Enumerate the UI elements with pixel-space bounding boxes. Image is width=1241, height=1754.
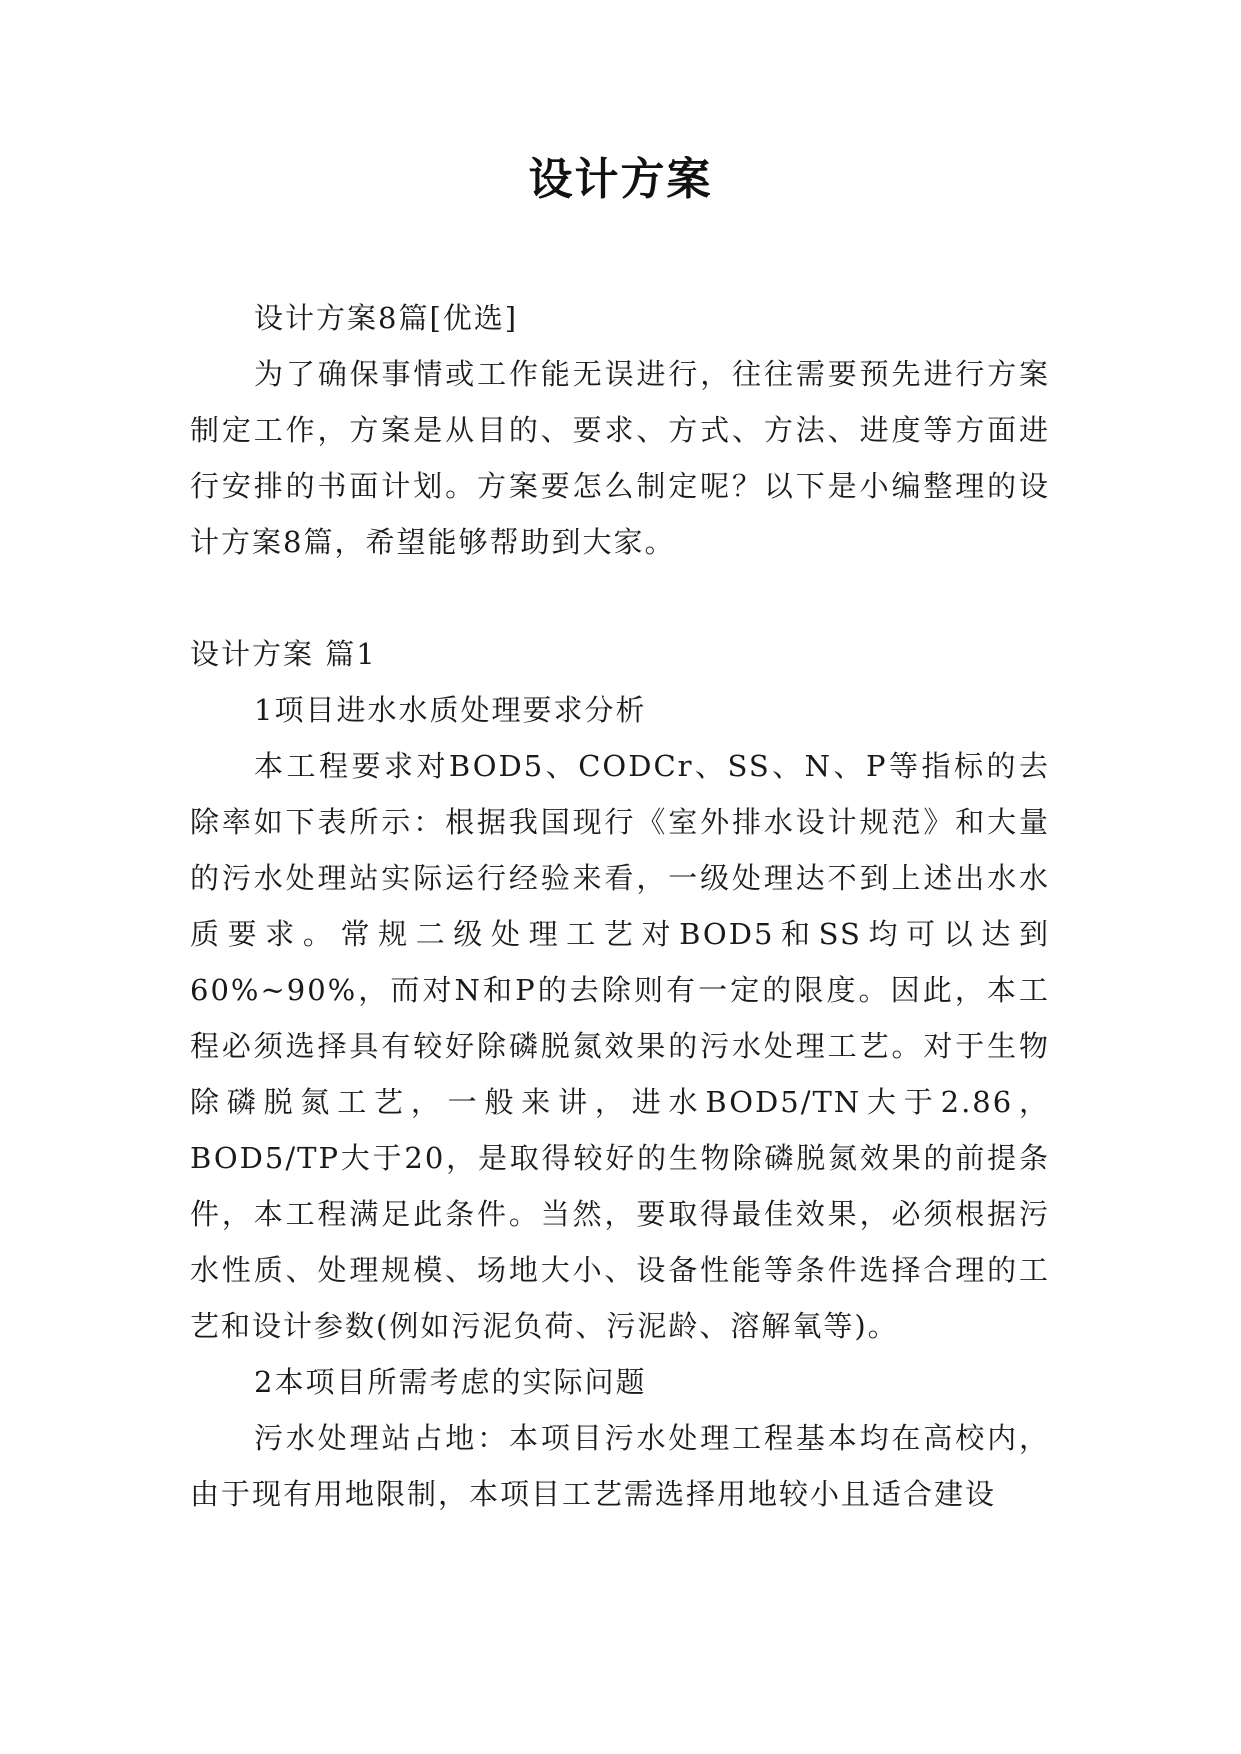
item2-paragraph: 污水处理站占地：本项目污水处理工程基本均在高校内，由于现有用地限制，本项目工艺需选择用地较小且适合建设 <box>190 1421 1050 1511</box>
document-title: 设计方案 <box>528 154 713 205</box>
intro-paragraph: 为了确保事情或工作能无误进行，往往需要预先进行方案制定工作，方案是从目的、要求、方式、方法、进度等方面进行安排的书面计划。方案要怎么制定呢？以下是小编整理的设计方案8篇，希望能够帮助到大家。 <box>190 357 1050 559</box>
document-subtitle: 设计方案8篇[优选] <box>254 301 519 335</box>
document-body <box>190 290 1050 1522</box>
item1-heading: 1项目进水水质处理要求分析 <box>254 693 647 727</box>
section-heading: 设计方案 篇1 <box>190 637 377 671</box>
item2-heading: 2本项目所需考虑的实际问题 <box>254 1365 647 1399</box>
item1-paragraph: 本工程要求对BOD5、CODCr、SS、N、P等指标的去除率如下表所示：根据我国现行《室外排水设计规范》和大量的污水处理站实际运行经验来看，一级处理达不到上述出水水质要求。常规二级处理工艺对BOD5和SS均可以达到60%~90%，而对N和P的去除则有一定的限度。因此，本工程必须选择具有较好除磷脱氮效果的污水处理工艺。对于生物除磷脱氮工艺，一般来讲，进水BOD5/TN大于2.86，BOD5/TP大于20，是取得较好的生物除磷脱氮效果的前提条件，本工程满足此条件。当然，要取得最佳效果，必须根据污水性质、处理规模、场地大小、设备性能等条件选择合理的工艺和设计参数(例如污泥负荷、污泥龄、溶解氧等)。 <box>190 749 1050 1343</box>
